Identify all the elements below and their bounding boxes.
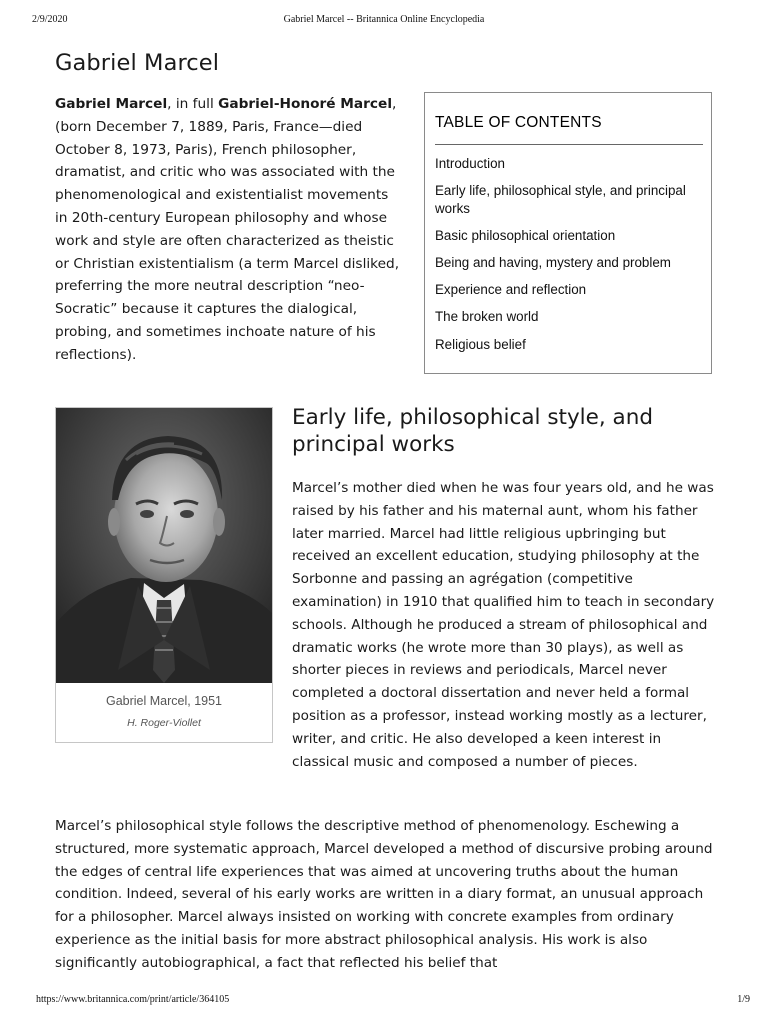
print-page-title: Gabriel Marcel -- Britannica Online Encyclopedia (283, 14, 485, 25)
intro-text: , (born December 7, 1889, Paris, France—died October 8, 1973, Paris), French philosopher, dramatist, and critic who was associated with the phenomenological and existentialist movements in 20th-century European philosophy and whose work and style are often characterized as theistic or Christian existentialism (a term Marcel disliked, preferring the more neutral description “neo-Socratic” because it captures the dialogical, probing, and sometimes inchoate nature of his reflections). (55, 96, 400, 363)
table-of-contents (424, 92, 712, 374)
section-paragraph-2: Marcel’s philosophical style follows the descriptive method of phenomenology. Eschewing a structured, more systematic approach, Marcel developed a method of discursive probing around the edges of central life experiences that was aimed at uncovering truths about the human condition. Indeed, several of his early works are written in a diary format, an unusual approach for a philosopher. Marcel always insisted on working with concrete examples from ordinary experience as the initial basis for more abstract philosophical analysis. His work is also significantly autobiographical, a fact that reflected his belief that (55, 818, 713, 971)
subject-name: Gabriel Marcel (55, 96, 168, 112)
print-header (0, 14, 768, 28)
toc-item-early-life[interactable]: Early life, philosophical style, and principal works (435, 183, 686, 216)
intro-paragraph (55, 93, 405, 367)
toc-heading: TABLE OF CONTENTS (435, 114, 602, 131)
toc-item-religious-belief[interactable]: Religious belief (435, 337, 526, 352)
section-paragraph-1-text: Marcel’s mother died when he was four years old, and he was raised by his father and his maternal aunt, whom his father later married. Marcel had little religious upbringing but received an excellent education, studying philosophy at the Sorbonne and passing an agrégation (competitive examination) in 1910 that qualified him to teach in secondary schools. Although he produced a stream of philosophical and dramatic works (he wrote more than 30 plays), as well as shorter pieces in reviews and periodicals, Marcel never completed a doctoral dissertation and never held a formal position as a professor, instead working mostly as a lecturer, writer, and critic. He also developed a keen interest in classical music and composed a number of pieces. (292, 480, 715, 770)
section-paragraph-1 (55, 477, 715, 774)
toc-item-being-and-having[interactable]: Being and having, mystery and problem (435, 255, 671, 270)
print-page-number: 1/9 (737, 994, 750, 1005)
article-title: Gabriel Marcel (55, 50, 220, 76)
in-full-text: , in full (167, 96, 219, 112)
toc-item-introduction[interactable]: Introduction (435, 156, 505, 171)
print-url[interactable]: https://www.britannica.com/print/article/364105 (36, 994, 230, 1005)
section-title: Early life, philosophical style, and principal works (292, 405, 653, 457)
toc-item-basic-orientation[interactable]: Basic philosophical orientation (435, 228, 616, 243)
print-footer (0, 994, 768, 1008)
toc-item-experience-reflection[interactable]: Experience and reflection (435, 282, 587, 297)
figure-wrap-spacer (55, 477, 292, 774)
subject-full-name: Gabriel-Honoré Marcel (218, 96, 393, 112)
toc-item-broken-world[interactable]: The broken world (435, 309, 539, 324)
figure-credit: H. Roger-Viollet (127, 717, 201, 729)
toc-divider (435, 144, 703, 145)
print-date: 2/9/2020 (32, 14, 68, 25)
figure-caption: Gabriel Marcel, 1951 (105, 694, 223, 708)
